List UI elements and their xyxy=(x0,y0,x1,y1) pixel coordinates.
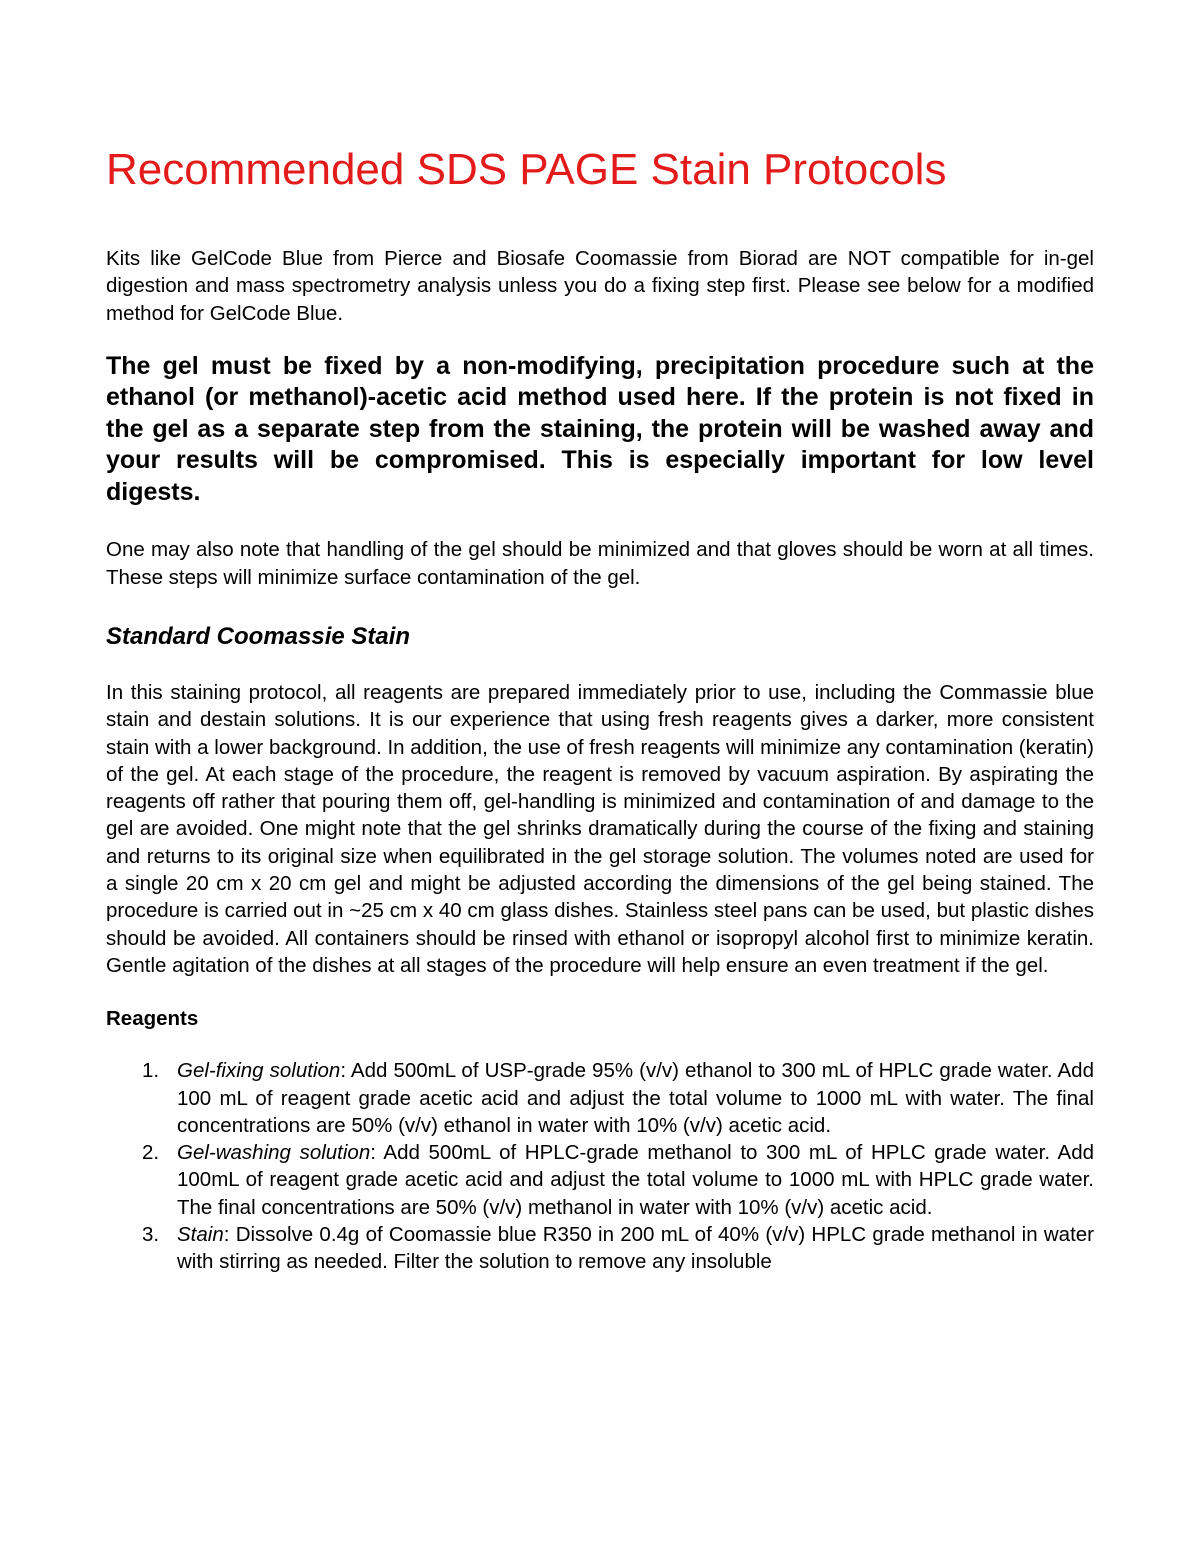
reagent-number: 2. xyxy=(142,1141,160,1165)
reagent-name: Stain xyxy=(177,1223,224,1247)
reagent-number: 3. xyxy=(142,1223,160,1247)
reagents-heading: Reagents xyxy=(106,1007,199,1031)
handling-note-paragraph: One may also note that handling of the gel should be minimized and that gloves should be worn at all times. These steps will minimize surface contamination of the gel. xyxy=(106,538,1094,589)
reagent-description: : Add 500mL of HPLC-grade methanol to 300 mL of HPLC grade water. Add 100mL of reagent grade acetic acid and adjust the total volume to 1000 mL with HPLC grade water. The final concentrations are 50% (v/v) methanol in water with 10% (v/v) acetic acid. xyxy=(177,1141,1095,1219)
section-heading: Standard Coomassie Stain xyxy=(106,622,411,650)
reagent-description: : Add 500mL of USP-grade 95% (v/v) ethanol to 300 mL of HPLC grade water. Add 100 mL of reagent grade acetic acid and adjust the total volume to 1000 mL with water. The final concentrations are 50% (v/v) ethanol in water with 10% (v/v) acetic acid. xyxy=(177,1059,1094,1137)
reagent-number: 1. xyxy=(142,1059,160,1083)
document-title: Recommended SDS PAGE Stain Protocols xyxy=(106,145,947,194)
reagent-name: Gel-washing solution xyxy=(177,1141,371,1165)
reagent-item xyxy=(106,1139,1094,1221)
fixing-warning-paragraph: The gel must be fixed by a non-modifying, precipitation procedure such at the ethanol (or methanol)-acetic acid method used here. If the protein is not fixed in the gel as a separate step from the staining, the protein will be washed away and your results will be compromised. This is especially important for low level digests. xyxy=(106,351,1094,506)
reagent-item xyxy=(106,1221,1094,1276)
reagent-name: Gel-fixing solution xyxy=(177,1059,341,1083)
protocol-paragraph: In this staining protocol, all reagents are prepared immediately prior to use, including the Commassie blue stain and destain solutions. It is our experience that using fresh reagents gives a darker, more consistent stain with a lower background. In addition, the use of fresh reagents will minimize any contamination (keratin) of the gel. At each stage of the procedure, the reagent is removed by vacuum aspiration. By aspirating the reagents off rather that pouring them off, gel-handling is minimized and contamination of and damage to the gel are avoided. One might note that the gel shrinks dramatically during the course of the fixing and staining and returns to its original size when equilibrated in the gel storage solution. The volumes noted are used for a single 20 cm x 20 cm gel and might be adjusted according the dimensions of the gel being stained. The procedure is carried out in ~25 cm x 40 cm glass dishes. Stainless steel pans can be used, but plastic dishes should be avoided. All containers should be rinsed with ethanol or isopropyl alcohol first to minimize keratin. Gentle agitation of the dishes at all stages of the procedure will help ensure an even treatment if the gel. xyxy=(106,680,1094,977)
reagent-list xyxy=(106,1057,1094,1275)
document-page xyxy=(106,140,1094,1276)
reagent-item xyxy=(106,1057,1094,1139)
intro-paragraph: Kits like GelCode Blue from Pierce and Biosafe Coomassie from Biorad are NOT compatible for in-gel digestion and mass spectrometry analysis unless you do a fixing step first. Please see below for a modified method for GelCode Blue. xyxy=(106,247,1094,325)
reagent-description: : Dissolve 0.4g of Coomassie blue R350 in 200 mL of 40% (v/v) HPLC grade methanol in water with stirring as needed. Filter the solution to remove any insoluble xyxy=(177,1223,1094,1274)
